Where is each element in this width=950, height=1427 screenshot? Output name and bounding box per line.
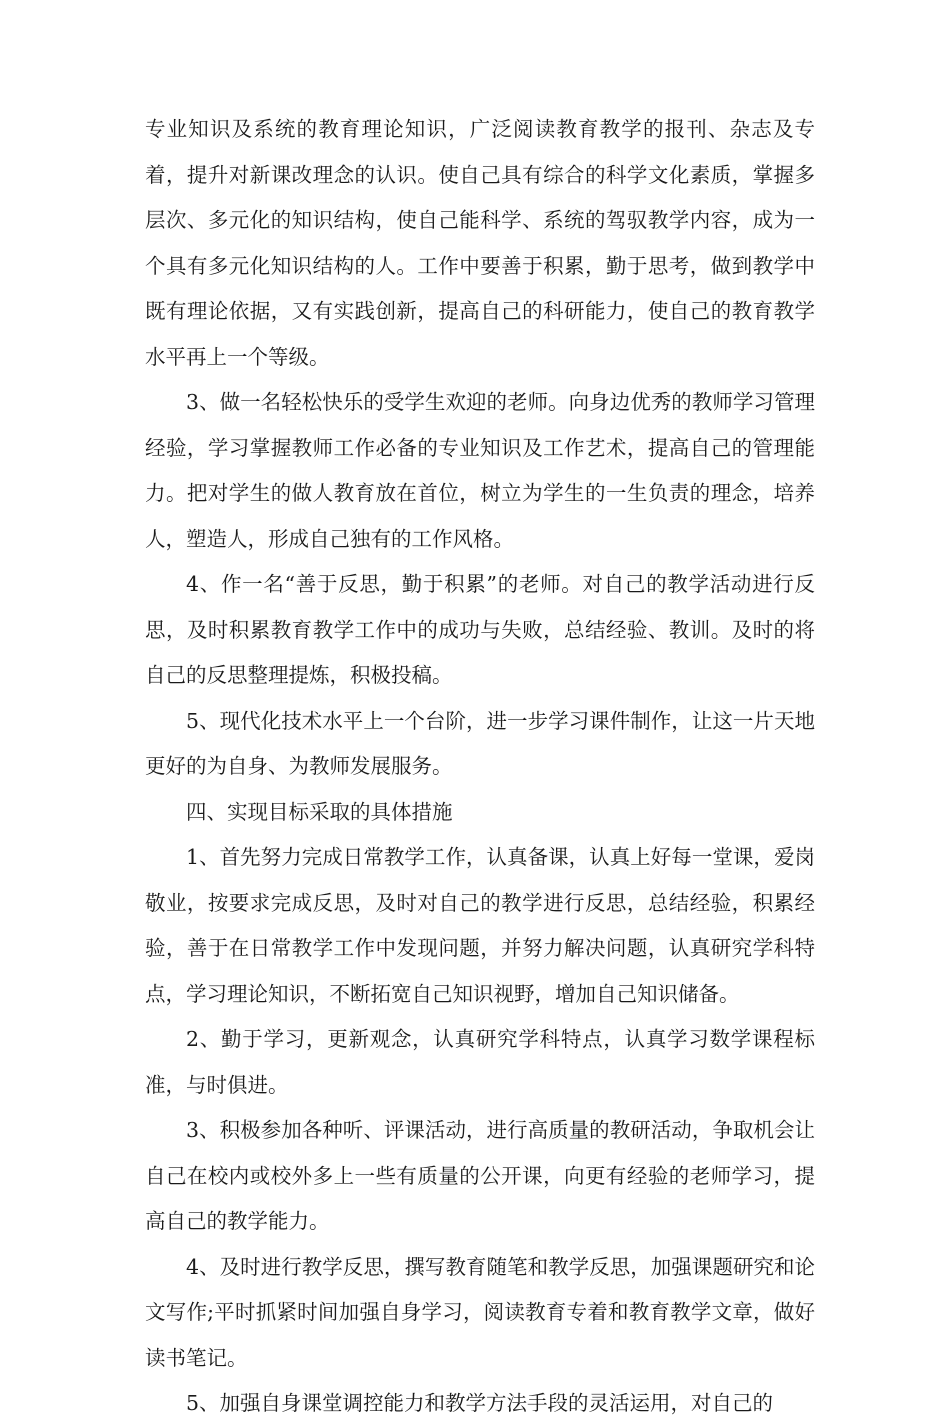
- paragraph-goal-3: 3、做一名轻松快乐的受学生欢迎的老师。向身边优秀的教师学习管理经验，学习掌握教师工作必备的专业知识及工作艺术，提高自己的管理能力。把对学生的做人教育放在首位，树立为学生的一生负责的理念，培养人，塑造人，形成自己独有的工作风格。: [145, 390, 815, 551]
- section-heading-measures: 四、实现目标采取的具体措施: [186, 799, 453, 824]
- paragraph-measure-2: 2、勤于学习，更新观念，认真研究学科特点，认真学习数学课程标准，与时俱进。: [145, 1027, 815, 1097]
- paragraph-measure-1: 1、首先努力完成日常教学工作，认真备课，认真上好每一堂课，爱岗敬业，按要求完成反思，及时对自己的教学进行反思，总结经验，积累经验，善于在日常教学工作中发现问题，并努力解决问题，认真研究学科特点，学习理论知识，不断拓宽自己知识视野，增加自己知识储备。: [145, 845, 815, 1006]
- paragraph-measure-3: 3、积极参加各种听、评课活动，进行高质量的教研活动，争取机会让自己在校内或校外多上一些有质量的公开课，向更有经验的老师学习，提高自己的教学能力。: [145, 1118, 815, 1233]
- paragraph-measure-5: 5、加强自身课堂调控能力和教学方法手段的灵活运用，对自己的: [186, 1391, 774, 1415]
- document-body: [145, 107, 815, 1427]
- paragraph-goal-4: 4、作一名“善于反思，勤于积累”的老师。对自己的教学活动进行反思，及时积累教育教学工作中的成功与失败，总结经验、教训。及时的将自己的反思整理提炼，积极投稿。: [145, 572, 815, 687]
- paragraph-measure-4: 4、及时进行教学反思，撰写教育随笔和教学反思，加强课题研究和论文写作;平时抓紧时间加强自身学习，阅读教育专着和教育教学文章，做好读书笔记。: [145, 1254, 815, 1370]
- paragraph-goal-5: 5、现代化技术水平上一个台阶，进一步学习课件制作，让这一片天地更好的为自身、为教师发展服务。: [145, 708, 815, 778]
- paragraph-continuation: 专业知识及系统的教育理论知识，广泛阅读教育教学的报刊、杂志及专着，提升对新课改理念的认识。使自己具有综合的科学文化素质，掌握多层次、多元化的知识结构，使自己能科学、系统的驾驭教学内容，成为一个具有多元化知识结构的人。工作中要善于积累，勤于思考，做到教学中既有理论依据，又有实践创新，提高自己的科研能力，使自己的教育教学水平再上一个等级。: [145, 117, 815, 369]
